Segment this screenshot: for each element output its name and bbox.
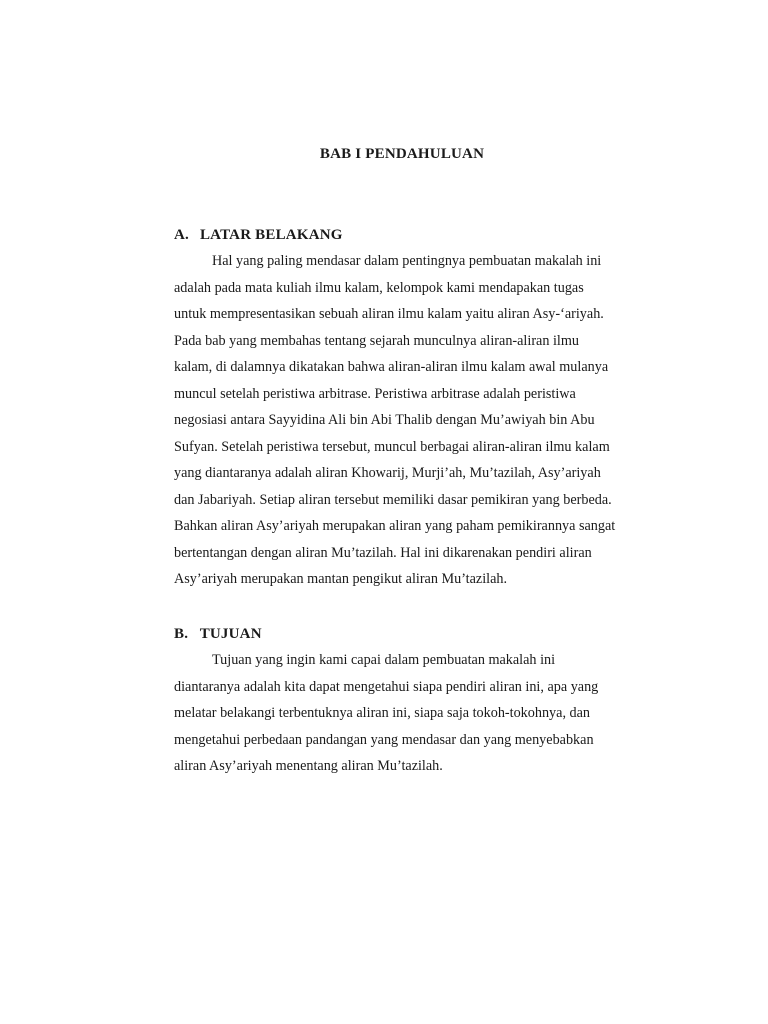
text-line: Tujuan yang ingin kami capai dalam pembuatan makalah ini [212, 652, 556, 668]
section-number: B. [174, 626, 189, 642]
text-line: muncul setelah peristiwa arbitrase. Peristiwa arbitrase adalah peristiwa [174, 385, 576, 402]
text-line: diantaranya adalah kita dapat mengetahui siapa pendiri aliran ini, apa yang [174, 678, 599, 695]
section-heading [174, 621, 666, 647]
text-line: negosiasi antara Sayyidina Ali bin Abi Thalib dengan Mu’awiyah bin Abu [174, 412, 595, 428]
section-heading [174, 222, 666, 248]
section-tujuan [174, 621, 666, 780]
text-line: untuk mempresentasikan sebuah aliran ilmu kalam yaitu aliran Asy-‘ariyah. [174, 306, 604, 322]
section-title: TUJUAN [199, 626, 262, 642]
text-line: aliran Asy’ariyah menentang aliran Mu’tazilah. [174, 758, 443, 774]
text-line: dan Jabariyah. Setiap aliran tersebut memiliki dasar pemikiran yang berbeda. [174, 491, 612, 508]
text-line: Hal yang paling mendasar dalam pentingnya pembuatan makalah ini [212, 253, 602, 269]
text-line: adalah pada mata kuliah ilmu kalam, kelompok kami mendapakan tugas [174, 279, 584, 296]
text-line: melatar belakangi terbentuknya aliran ini, siapa saja tokoh-tokohnya, dan [174, 705, 591, 721]
text-line: Bahkan aliran Asy’ariyah merupakan aliran yang paham pemikirannya sangat [174, 518, 616, 534]
paragraph [174, 248, 666, 593]
text-line: kalam, di dalamnya dikatakan bahwa aliran-aliran ilmu kalam awal mulanya [174, 359, 609, 375]
text-line: mengetahui perbedaan pandangan yang mendasar dan yang menyebabkan [174, 731, 594, 748]
section-title: LATAR BELAKANG [199, 227, 343, 243]
paragraph [174, 647, 666, 780]
text-line: Asy’ariyah merupakan mantan pengikut aliran Mu’tazilah. [174, 571, 508, 587]
text-line: Pada bab yang membahas tentang sejarah munculnya aliran-aliran ilmu [174, 332, 579, 349]
text-line: bertentangan dengan aliran Mu’tazilah. Hal ini dikarenakan pendiri aliran [174, 544, 592, 561]
text-line: yang diantaranya adalah aliran Khowarij, Murji’ah, Mu’tazilah, Asy’ariyah [174, 465, 601, 481]
chapter-title: BAB I PENDAHULUAN [319, 146, 485, 162]
section-latar-belakang [174, 222, 666, 593]
text-line: Sufyan. Setelah peristiwa tersebut, muncul berbagai aliran-aliran ilmu kalam [174, 438, 610, 455]
section-number: A. [174, 227, 189, 243]
